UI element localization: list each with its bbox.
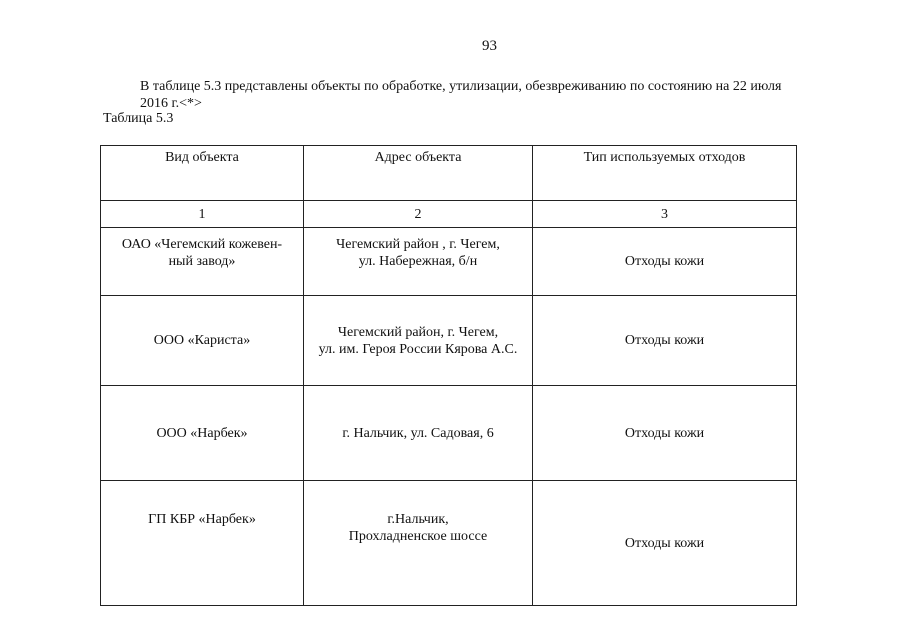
page-number: 93 — [482, 38, 497, 54]
text-line: ул. Набережная, б/н — [358, 254, 478, 269]
column-number: 1 — [101, 201, 304, 228]
text-line: Чегемский район , г. Чегем, — [336, 237, 500, 252]
facility-address — [304, 228, 533, 296]
facility-address — [304, 481, 533, 606]
facilities-table — [100, 145, 797, 606]
text-line: Чегемский район, г. Чегем, — [337, 324, 499, 340]
facility-name — [101, 481, 304, 606]
table-row — [101, 228, 797, 296]
facility-name — [101, 386, 304, 481]
waste-type: Отходы кожи — [533, 481, 797, 606]
facility-address — [304, 296, 533, 386]
waste-type: Отходы кожи — [533, 386, 797, 481]
intro-paragraph-line1: В таблице 5.3 представлены объекты по обработке, утилизации, обезвреживанию по состоянию на 22 июля — [140, 79, 782, 94]
column-header: Тип используемых отходов — [533, 146, 797, 201]
table-caption: Таблица 5.3 — [103, 111, 174, 126]
intro-paragraph-line2: 2016 г.<*> — [140, 96, 202, 111]
text-line: ул. им. Героя России Кярова А.С. — [318, 341, 518, 357]
text-line: ООО «Нарбек» — [156, 425, 248, 441]
table-row — [101, 296, 797, 386]
text-line: ГП КБР «Нарбек» — [148, 512, 256, 527]
column-number: 3 — [533, 201, 797, 228]
waste-type: Отходы кожи — [533, 228, 797, 296]
column-header: Вид объекта — [101, 146, 304, 201]
column-header: Адрес объекта — [304, 146, 533, 201]
column-number-row — [101, 201, 797, 228]
text-line: ОАО «Чегемский кожевен- — [121, 237, 283, 252]
waste-type: Отходы кожи — [533, 296, 797, 386]
facility-address — [304, 386, 533, 481]
facility-name — [101, 228, 304, 296]
column-number: 2 — [304, 201, 533, 228]
facility-name — [101, 296, 304, 386]
text-line: ООО «Кариста» — [153, 333, 251, 348]
text-line: г. Нальчик, ул. Садовая, 6 — [342, 425, 494, 441]
text-line: Прохладненское шоссе — [348, 529, 488, 544]
table-row — [101, 481, 797, 606]
text-line: ный завод» — [168, 254, 236, 269]
table-row — [101, 386, 797, 481]
table-header-row — [101, 146, 797, 201]
text-line: г.Нальчик, — [387, 512, 449, 527]
